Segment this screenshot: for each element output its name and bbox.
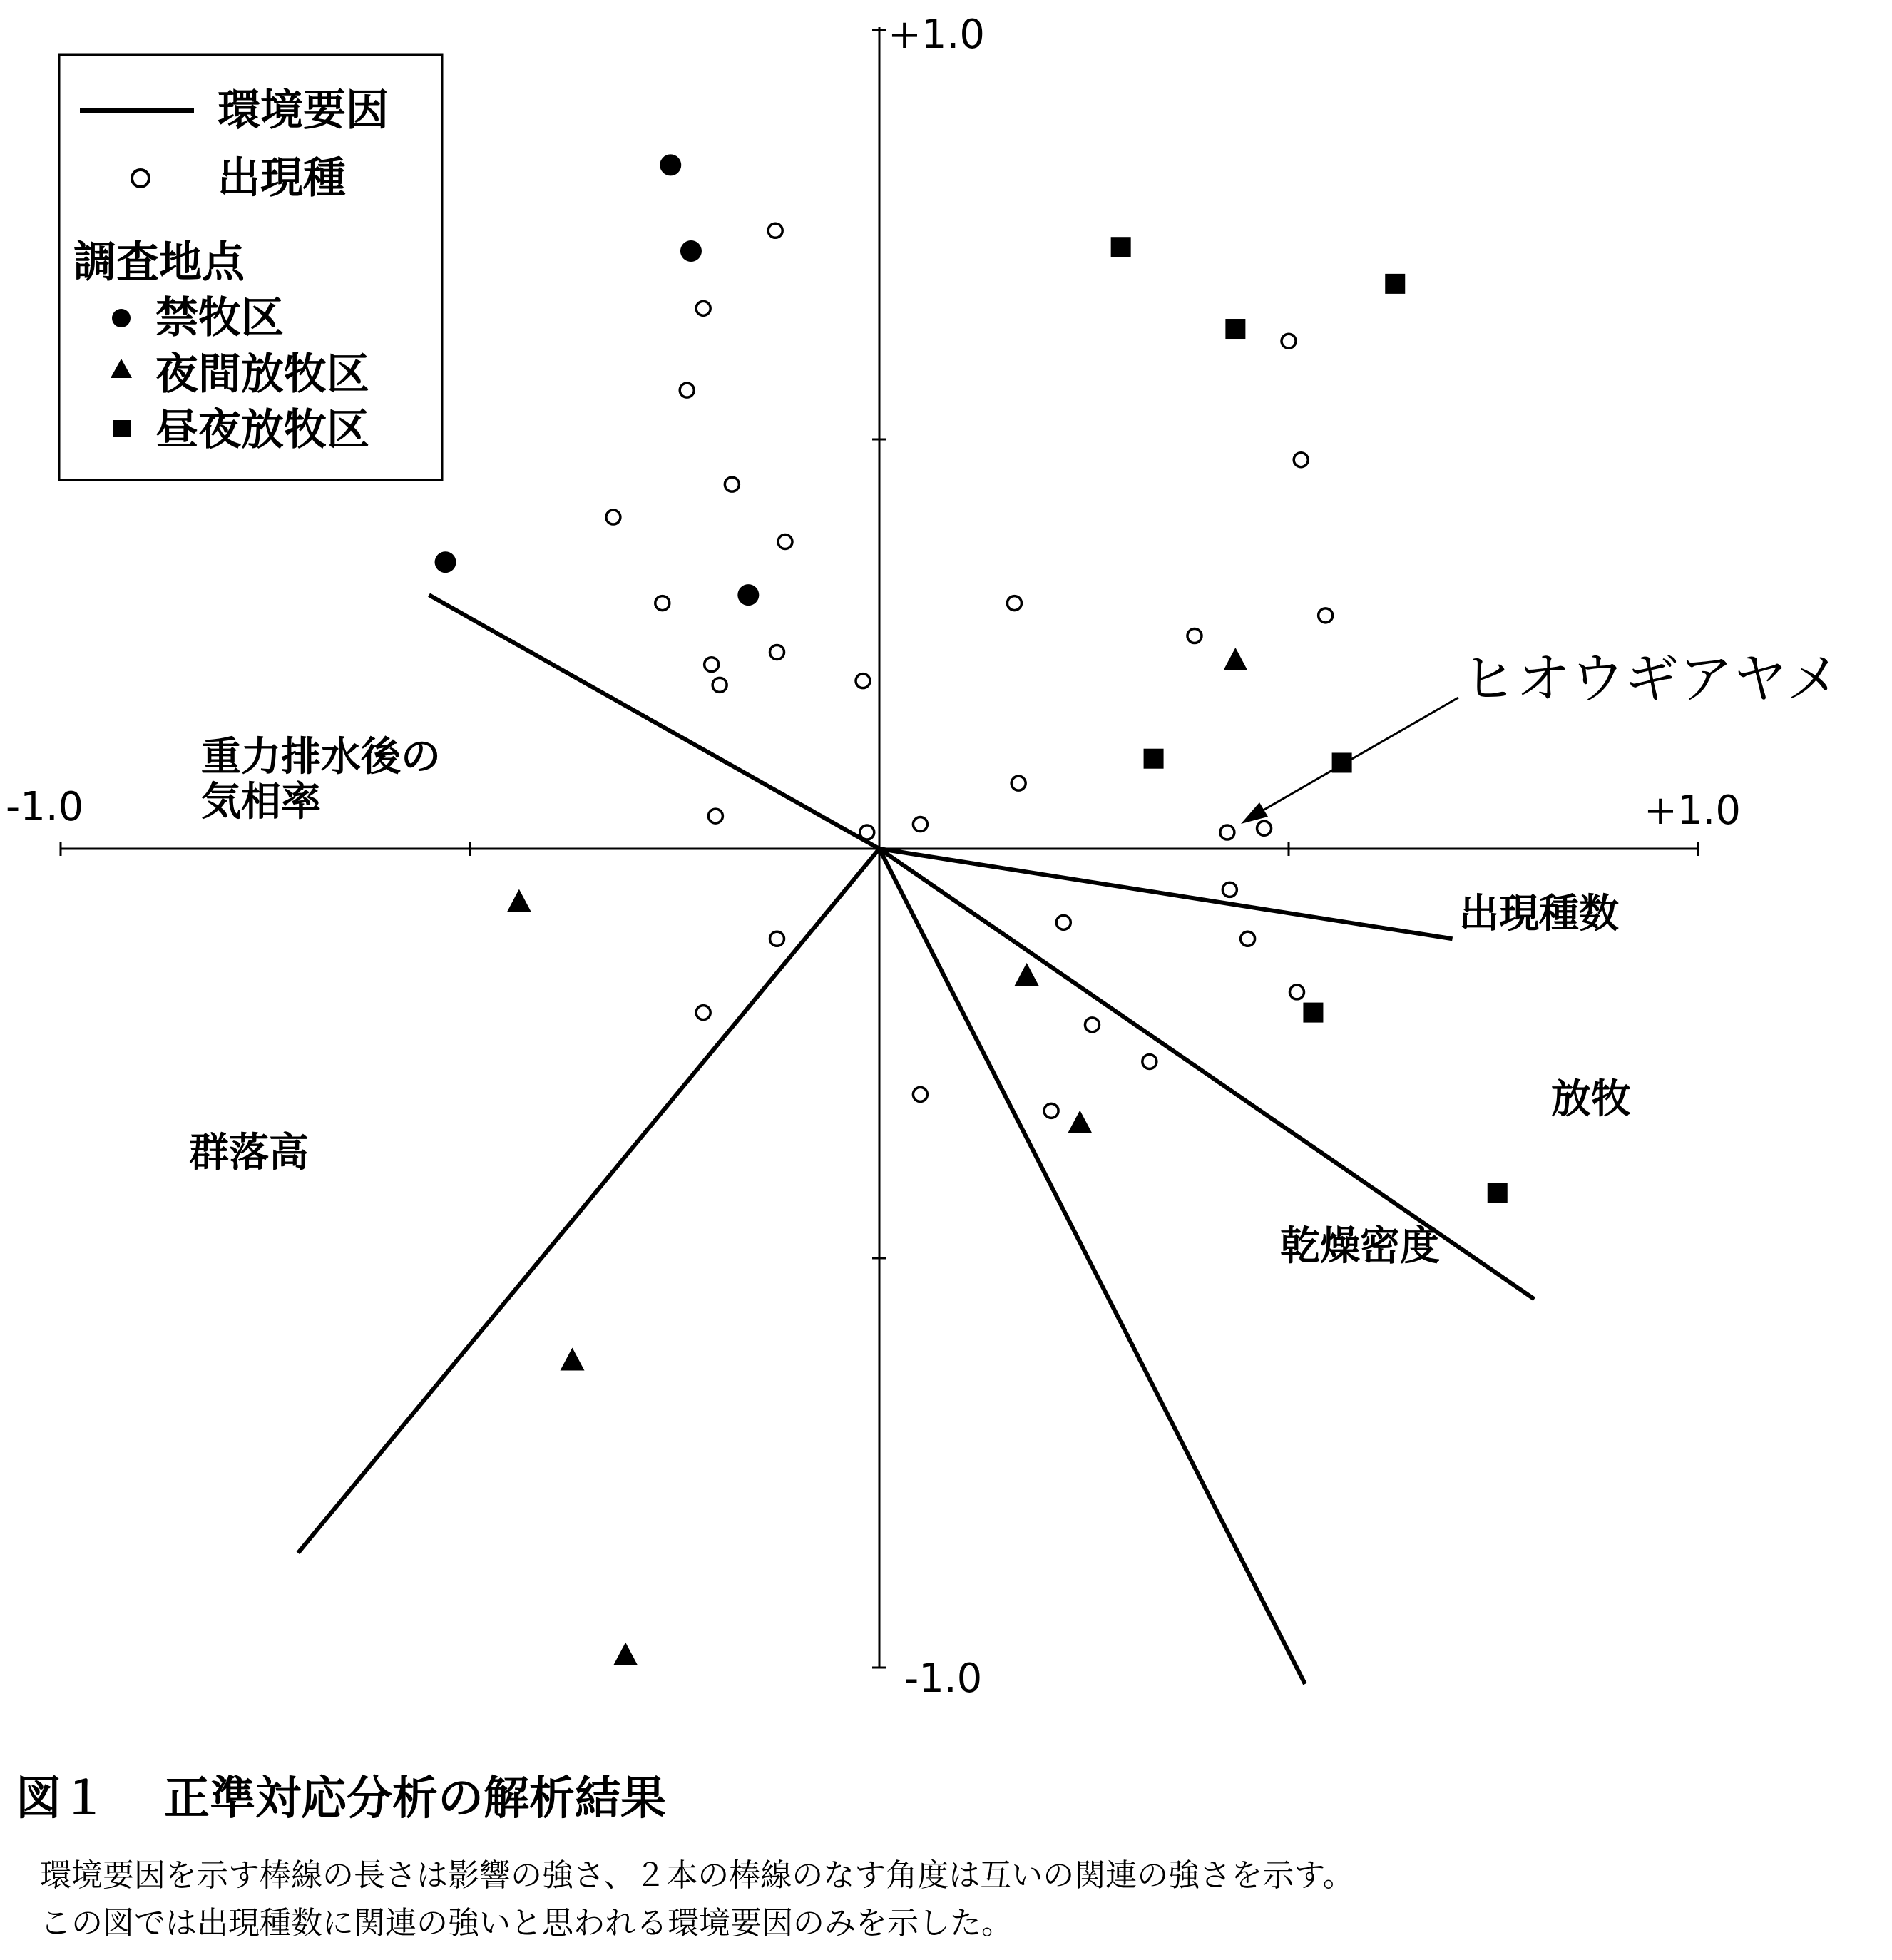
species-point-25 (1241, 931, 1255, 946)
env-vector-1 (879, 849, 1453, 939)
species-point-13 (1007, 596, 1021, 611)
species-point-6 (725, 477, 739, 491)
site-point-daynightgrazing-20 (1303, 1003, 1323, 1023)
site-point-nograzing-3 (680, 240, 702, 262)
species-point-27 (770, 931, 784, 946)
species-point-26 (1056, 915, 1070, 929)
legend-site-c-label: 昼夜放牧区 (155, 405, 369, 455)
figure-caption-line-1: 環境要因を示す棒線の長さは影響の強さ、２本の棒線のなす角度は互いの関連の強さを示す。 (40, 1857, 1354, 1894)
site-point-nightgrazing-7 (507, 889, 531, 912)
species-point-22 (1220, 825, 1234, 839)
species-point-20 (1011, 776, 1026, 790)
env-label-air-porosity-2: 気相率 (201, 779, 321, 825)
env-label-canopy-height: 群落高 (189, 1130, 309, 1176)
callout-arrow-line (1249, 698, 1458, 818)
callout-label: ヒオウギアヤメ (1462, 647, 1841, 710)
species-point-8 (655, 596, 670, 611)
species-point-10 (712, 678, 727, 692)
species-point-21 (860, 825, 874, 839)
env-vector-4 (298, 849, 879, 1553)
species-point-4 (680, 383, 694, 397)
env-label-species-count: 出現種数 (1459, 891, 1619, 937)
env-label-air-porosity-1: 重力排水後の (201, 734, 441, 780)
species-point-23 (1257, 821, 1272, 835)
site-point-daynightgrazing-21 (1488, 1183, 1508, 1203)
site-point-nograzing-5 (737, 584, 759, 606)
env-label-grazing: 放牧 (1551, 1076, 1631, 1123)
legend-site-header: 調査地点 (73, 238, 245, 287)
y-min-tick-label: -1.0 (904, 1655, 983, 1702)
species-point-31 (913, 1087, 927, 1101)
legend-site-a-marker (112, 309, 131, 327)
site-point-daynightgrazing-15 (1111, 237, 1131, 257)
site-point-nograzing-2 (660, 154, 681, 175)
species-point-33 (1289, 985, 1304, 999)
figure-caption-line-2: この図では出現種数に関連の強いと思われる環境要因のみを示した。 (40, 1905, 1013, 1941)
species-point-14 (1187, 629, 1202, 643)
site-point-nograzing-4 (435, 551, 456, 573)
env-label-dry-density: 乾燥密度 (1280, 1223, 1440, 1270)
species-point-11 (770, 645, 784, 659)
species-point-9 (705, 658, 719, 672)
species-point-15 (1282, 334, 1296, 348)
legend-species-marker (132, 170, 149, 187)
legend-species-label: 出現種 (218, 153, 346, 203)
y-max-tick-label: +1.0 (888, 11, 985, 58)
x-min-tick-label: -1.0 (6, 784, 84, 830)
site-point-nightgrazing-11 (613, 1643, 638, 1665)
species-point-24 (1222, 882, 1237, 897)
env-vector-0 (429, 595, 879, 849)
species-points (606, 0, 1333, 1118)
site-point-nightgrazing-10 (561, 1348, 585, 1371)
legend-site-b-label: 夜間放牧区 (155, 349, 369, 399)
figure-number: 図１ (16, 1772, 107, 1825)
figure-caption-title (16, 1762, 723, 1827)
legend-env-label: 環境要因 (218, 86, 389, 136)
species-point-5 (606, 510, 620, 524)
species-point-32 (1044, 1103, 1058, 1118)
site-point-daynightgrazing-16 (1225, 319, 1245, 339)
site-point-nightgrazing-9 (1068, 1111, 1092, 1133)
species-point-17 (1319, 608, 1333, 623)
x-max-tick-label: +1.0 (1644, 787, 1741, 834)
callout-hiougiayame (1241, 647, 1840, 824)
site-point-daynightgrazing-18 (1144, 749, 1164, 769)
species-point-3 (696, 301, 710, 315)
species-point-16 (1294, 453, 1308, 467)
species-point-18 (708, 809, 722, 823)
species-point-19 (913, 817, 927, 832)
env-vector-3 (879, 849, 1305, 1684)
legend (59, 55, 442, 480)
env-vector-labels (189, 734, 1631, 1270)
site-points (435, 0, 1508, 1747)
legend-site-a-label: 禁牧区 (155, 293, 284, 343)
species-point-28 (696, 1006, 710, 1020)
species-point-29 (1085, 1018, 1099, 1032)
species-point-2 (768, 223, 782, 238)
site-point-nightgrazing-8 (1015, 963, 1039, 986)
legend-site-c-marker (113, 420, 131, 437)
figure-title-text: 正準対応分析の解析結果 (164, 1772, 666, 1825)
species-point-30 (1142, 1054, 1157, 1068)
species-point-7 (778, 535, 792, 549)
site-point-daynightgrazing-17 (1385, 274, 1405, 294)
species-point-12 (856, 674, 870, 688)
site-point-nightgrazing-6 (1223, 648, 1247, 670)
